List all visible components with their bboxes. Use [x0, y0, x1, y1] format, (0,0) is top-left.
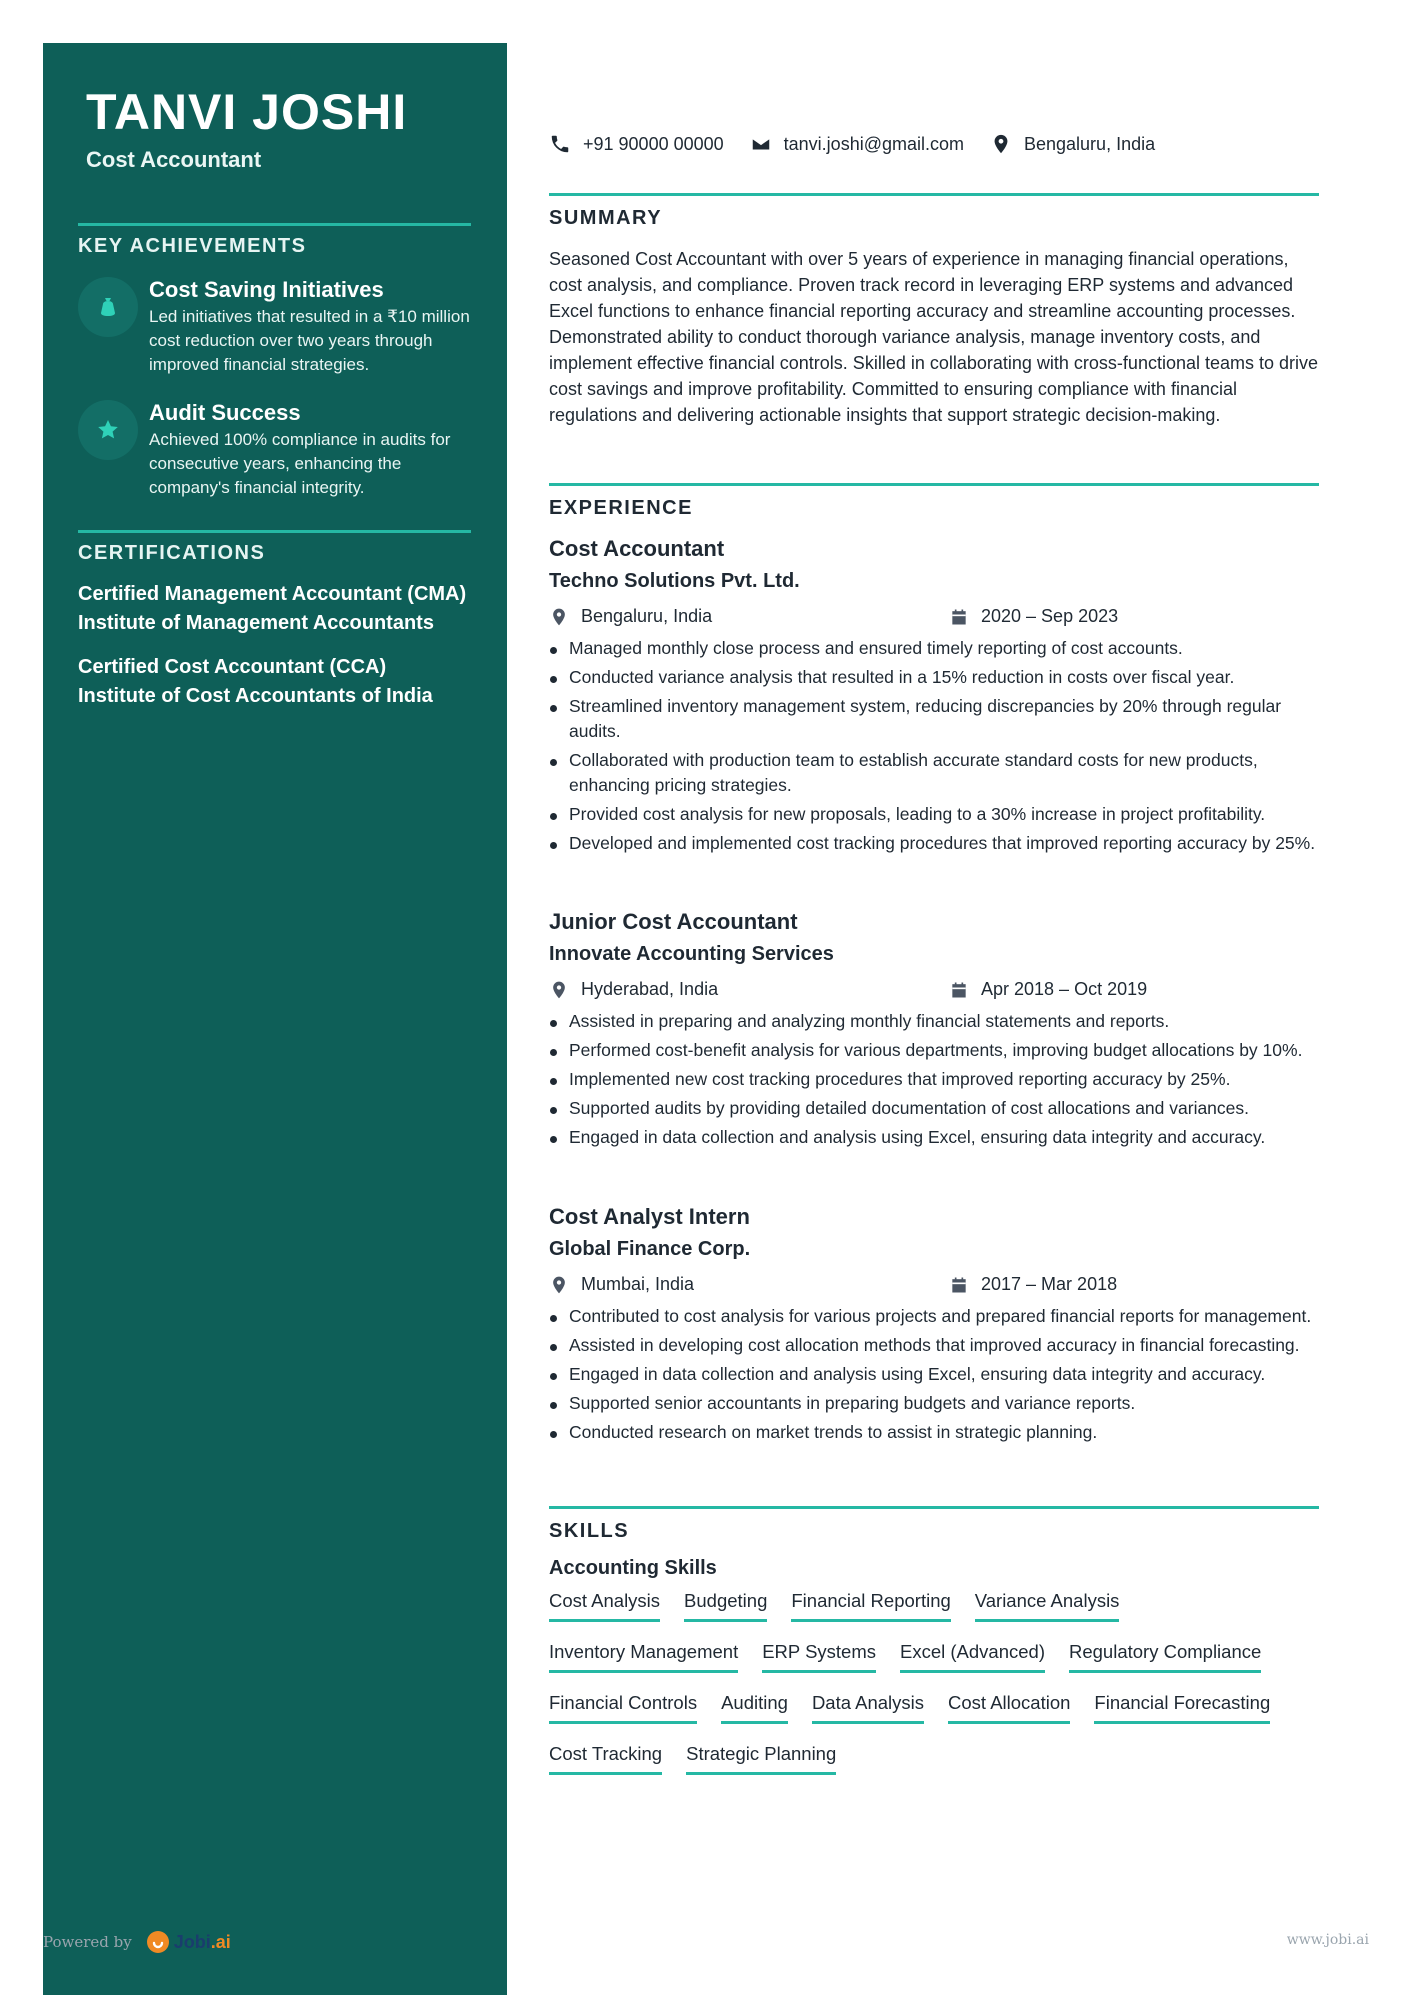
skills-category: Accounting Skills [549, 1557, 717, 1579]
skill-tag: Auditing [721, 1691, 788, 1724]
skill-tag: Regulatory Compliance [1069, 1640, 1261, 1673]
contact-bar [549, 130, 1181, 158]
skills-row [549, 1742, 860, 1775]
skill-tag: ERP Systems [762, 1640, 876, 1673]
list-item: Provided cost analysis for new proposals, leading to a 30% increase in project profitability. [549, 802, 1329, 827]
job-dates: 2020 – Sep 2023 [949, 606, 1118, 627]
list-item: Supported audits by providing detailed documentation of cost allocations and variances. [549, 1096, 1329, 1121]
candidate-name: TANVI JOSHI [86, 84, 408, 140]
contact-phone [549, 133, 724, 155]
summary-heading: SUMMARY [549, 207, 663, 229]
achievement-title: Cost Saving Initiatives [149, 277, 384, 302]
achievements-heading: KEY ACHIEVEMENTS [78, 235, 307, 257]
phone-icon [549, 133, 571, 155]
job-dates: 2017 – Mar 2018 [949, 1274, 1117, 1295]
skill-tag: Budgeting [684, 1589, 767, 1622]
list-item: Supported senior accountants in preparing budgets and variance reports. [549, 1391, 1329, 1416]
skill-tag: Variance Analysis [975, 1589, 1120, 1622]
skill-tag: Financial Controls [549, 1691, 697, 1724]
job-entry [549, 536, 1329, 860]
brand-suffix: .ai [210, 1931, 231, 1952]
achievement-text: Achieved 100% compliance in audits for consecutive years, enhancing the company's financial integrity. [149, 430, 451, 497]
skill-tag: Data Analysis [812, 1691, 924, 1724]
certifications-heading: CERTIFICATIONS [78, 542, 266, 564]
job-bullets [549, 1009, 1329, 1150]
job-title: Junior Cost Accountant [549, 909, 798, 934]
list-item: Conducted research on market trends to assist in strategic planning. [549, 1420, 1329, 1445]
list-item: Collaborated with production team to establish accurate standard costs for new products, enhancing pricing strategies. [549, 748, 1329, 798]
powered-by [43, 1930, 231, 1954]
skill-tag: Strategic Planning [686, 1742, 836, 1775]
job-location: Bengaluru, India [549, 606, 712, 627]
experience-heading: EXPERIENCE [549, 497, 693, 519]
skill-tag: Cost Allocation [948, 1691, 1070, 1724]
map-pin-icon [549, 1275, 569, 1295]
contact-location [990, 133, 1155, 155]
job-bullets [549, 1304, 1329, 1445]
list-item: Performed cost-benefit analysis for various departments, improving budget allocations by 10%. [549, 1038, 1329, 1063]
calendar-icon [949, 1275, 969, 1295]
summary-text: Seasoned Cost Accountant with over 5 years of experience in managing financial operations, cost analysis, and compliance. Proven track record in leveraging ERP systems and advanced Excel functions to enhance financial reporting accuracy and streamline accounting processes. Demonstrated ability to conduct thorough variance analysis, manage inventory costs, and implement effective financial controls. Skilled in collaborating with cross-functional teams to drive cost savings and improve profitability. Committed to ensuring compliance with financial regulations and delivering actionable insights that support strategic decision-making. [549, 249, 1319, 425]
mail-icon [750, 133, 772, 155]
map-pin-icon [990, 133, 1012, 155]
phone-text: +91 90000 00000 [583, 133, 724, 154]
skill-tag: Cost Analysis [549, 1589, 660, 1622]
skills-row [549, 1640, 1285, 1673]
list-item: Developed and implemented cost tracking procedures that improved reporting accuracy by 25%. [549, 831, 1329, 856]
list-item: Engaged in data collection and analysis using Excel, ensuring data integrity and accuracy. [549, 1362, 1329, 1387]
skill-tag: Excel (Advanced) [900, 1640, 1045, 1673]
location-text: Bengaluru, India [1024, 133, 1156, 154]
list-item: Assisted in preparing and analyzing monthly financial statements and reports. [549, 1009, 1329, 1034]
certification-issuer: Institute of Management Accountants [78, 612, 434, 634]
candidate-title: Cost Accountant [86, 147, 262, 172]
certification-item [78, 653, 478, 711]
job-dates: Apr 2018 – Oct 2019 [949, 979, 1147, 1000]
calendar-icon [949, 980, 969, 1000]
sidebar [43, 43, 507, 1995]
certification-issuer: Institute of Cost Accountants of India [78, 685, 433, 707]
skills-heading: SKILLS [549, 1520, 630, 1542]
achievement-title: Audit Success [149, 400, 301, 425]
list-item: Streamlined inventory management system, reducing discrepancies by 20% through regular audits. [549, 694, 1329, 744]
list-item: Engaged in data collection and analysis using Excel, ensuring data integrity and accuracy. [549, 1125, 1329, 1150]
job-title: Cost Accountant [549, 536, 725, 561]
job-company: Innovate Accounting Services [549, 943, 834, 965]
certification-name: Certified Cost Accountant (CCA) [78, 656, 387, 678]
divider [549, 483, 1319, 486]
map-pin-icon [549, 607, 569, 627]
money-bag-icon [78, 277, 138, 337]
list-item: Contributed to cost analysis for various projects and prepared financial reports for management. [549, 1304, 1329, 1329]
map-pin-icon [549, 980, 569, 1000]
job-location: Hyderabad, India [549, 979, 718, 1000]
skills-row [549, 1589, 1143, 1622]
skills-row [549, 1691, 1294, 1724]
divider [78, 530, 471, 533]
job-company: Global Finance Corp. [549, 1238, 751, 1260]
powered-by-label: Powered by [43, 1933, 132, 1951]
contact-email [750, 133, 964, 155]
skill-tag: Cost Tracking [549, 1742, 662, 1775]
job-entry [549, 1204, 1329, 1449]
calendar-icon [949, 607, 969, 627]
job-bullets [549, 636, 1329, 856]
achievement-text: Led initiatives that resulted in a ₹10 million cost reduction over two years through improved financial strategies. [149, 307, 470, 374]
list-item: Managed monthly close process and ensured timely reporting of cost accounts. [549, 636, 1329, 661]
site-link[interactable]: www.jobi.ai [1286, 1932, 1369, 1948]
jobi-logo[interactable] [146, 1930, 231, 1954]
job-location: Mumbai, India [549, 1274, 694, 1295]
list-item: Implemented new cost tracking procedures that improved reporting accuracy by 25%. [549, 1067, 1329, 1092]
divider [549, 193, 1319, 196]
jobi-logo-icon [146, 1930, 170, 1954]
divider [549, 1506, 1319, 1509]
list-item: Assisted in developing cost allocation methods that improved accuracy in financial forecasting. [549, 1333, 1329, 1358]
brand-main: Jobi [173, 1931, 211, 1952]
certification-item [78, 580, 478, 638]
skill-tag: Financial Reporting [791, 1589, 950, 1622]
email-text: tanvi.joshi@gmail.com [783, 133, 964, 154]
job-entry [549, 909, 1329, 1154]
skill-tag: Financial Forecasting [1094, 1691, 1270, 1724]
skill-tag: Inventory Management [549, 1640, 738, 1673]
job-title: Cost Analyst Intern [549, 1204, 750, 1229]
certification-name: Certified Management Accountant (CMA) [78, 583, 467, 605]
star-icon [78, 400, 138, 460]
list-item: Conducted variance analysis that resulted in a 15% reduction in costs over fiscal year. [549, 665, 1329, 690]
job-company: Techno Solutions Pvt. Ltd. [549, 570, 800, 592]
divider [78, 223, 471, 226]
